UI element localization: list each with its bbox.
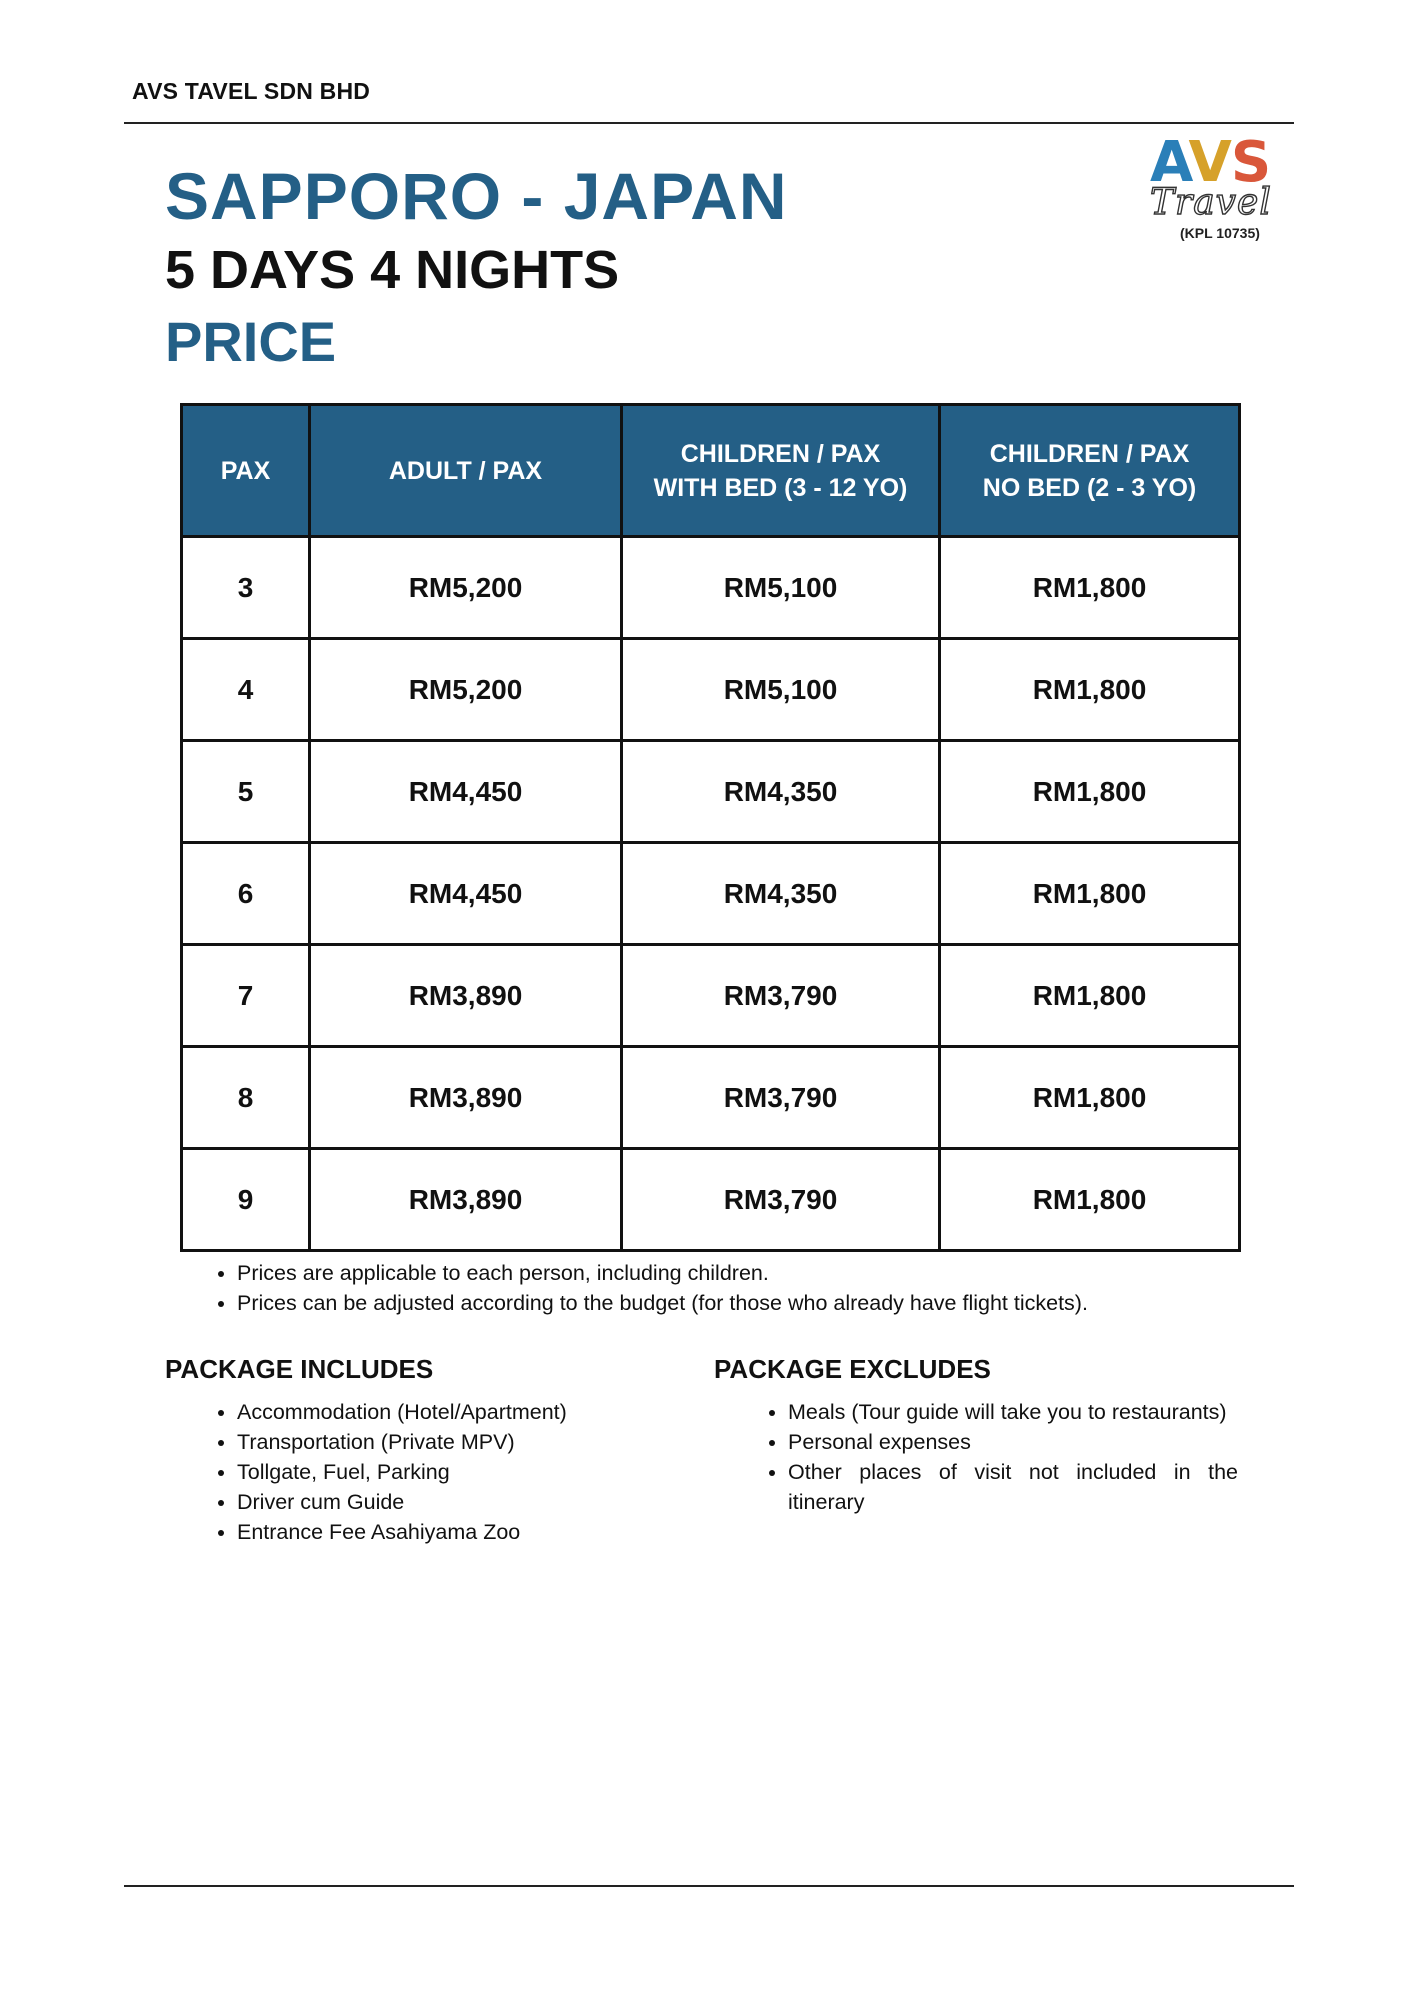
- cell-child-nobed-price: RM1,800: [940, 945, 1240, 1047]
- license-number: (KPL 10735): [1180, 225, 1260, 241]
- header-children-no-bed: CHILDREN / PAX NO BED (2 - 3 YO): [940, 405, 1240, 537]
- cell-adult-price: RM5,200: [310, 537, 622, 639]
- list-item: • Personal expenses: [788, 1427, 1238, 1457]
- cell-child-nobed-price: RM1,800: [940, 639, 1240, 741]
- list-item: • Prices can be adjusted according to the budget (for those who already have flight tickets).: [237, 1288, 1297, 1318]
- cell-pax: 9: [182, 1149, 310, 1251]
- cell-child-bed-price: RM3,790: [622, 1149, 940, 1251]
- duration-title: 5 DAYS 4 NIGHTS: [165, 240, 620, 300]
- includes-heading: PACKAGE INCLUDES: [165, 1354, 434, 1384]
- cell-child-bed-price: RM3,790: [622, 1047, 940, 1149]
- list-item: • Prices are applicable to each person, including children.: [237, 1258, 1297, 1288]
- cell-child-bed-price: RM4,350: [622, 843, 940, 945]
- cell-child-nobed-price: RM1,800: [940, 741, 1240, 843]
- header-adult: ADULT / PAX: [310, 405, 622, 537]
- table-row: [182, 843, 1240, 945]
- cell-adult-price: RM3,890: [310, 1149, 622, 1251]
- table-row: [182, 1149, 1240, 1251]
- table-header-row: [182, 405, 1240, 537]
- list-item: • Transportation (Private MPV): [237, 1427, 687, 1457]
- cell-adult-price: RM4,450: [310, 741, 622, 843]
- table-row: [182, 537, 1240, 639]
- cell-adult-price: RM3,890: [310, 945, 622, 1047]
- header-pax: PAX: [182, 405, 310, 537]
- destination-title: SAPPORO - JAPAN: [165, 159, 788, 233]
- cell-child-bed-price: RM4,350: [622, 741, 940, 843]
- cell-pax: 4: [182, 639, 310, 741]
- cell-pax: 5: [182, 741, 310, 843]
- cell-child-nobed-price: RM1,800: [940, 1047, 1240, 1149]
- table-row: [182, 1047, 1240, 1149]
- footer-divider: [124, 1885, 1294, 1887]
- excludes-list: [756, 1397, 1238, 1517]
- table-row: [182, 741, 1240, 843]
- cell-child-bed-price: RM5,100: [622, 537, 940, 639]
- cell-pax: 7: [182, 945, 310, 1047]
- cell-adult-price: RM4,450: [310, 843, 622, 945]
- cell-pax: 3: [182, 537, 310, 639]
- list-item: • Entrance Fee Asahiyama Zoo: [237, 1517, 687, 1547]
- cell-pax: 6: [182, 843, 310, 945]
- cell-pax: 8: [182, 1047, 310, 1149]
- avs-travel-logo: [1150, 130, 1300, 250]
- cell-child-nobed-price: RM1,800: [940, 1149, 1240, 1251]
- header-children-with-bed: CHILDREN / PAX WITH BED (3 - 12 YO): [622, 405, 940, 537]
- price-notes: [205, 1258, 1297, 1318]
- cell-adult-price: RM3,890: [310, 1047, 622, 1149]
- list-item: • Accommodation (Hotel/Apartment): [237, 1397, 687, 1427]
- includes-list: [205, 1397, 687, 1547]
- cell-adult-price: RM5,200: [310, 639, 622, 741]
- price-table: [180, 403, 1241, 1252]
- list-item: • Driver cum Guide: [237, 1487, 687, 1517]
- header-divider: [124, 122, 1294, 124]
- table-row: [182, 639, 1240, 741]
- excludes-heading: PACKAGE EXCLUDES: [714, 1354, 991, 1384]
- list-item: • Other places of visit not included in the itinerary: [788, 1457, 1238, 1517]
- logo-wordmark: AVS: [1150, 130, 1271, 195]
- logo-script: Travel: [1150, 182, 1272, 223]
- list-item: • Tollgate, Fuel, Parking: [237, 1457, 687, 1487]
- list-item: • Meals (Tour guide will take you to restaurants): [788, 1397, 1238, 1427]
- price-heading: PRICE: [165, 310, 337, 373]
- cell-child-bed-price: RM3,790: [622, 945, 940, 1047]
- cell-child-bed-price: RM5,100: [622, 639, 940, 741]
- cell-child-nobed-price: RM1,800: [940, 843, 1240, 945]
- cell-child-nobed-price: RM1,800: [940, 537, 1240, 639]
- company-name: AVS TAVEL SDN BHD: [132, 78, 371, 104]
- table-row: [182, 945, 1240, 1047]
